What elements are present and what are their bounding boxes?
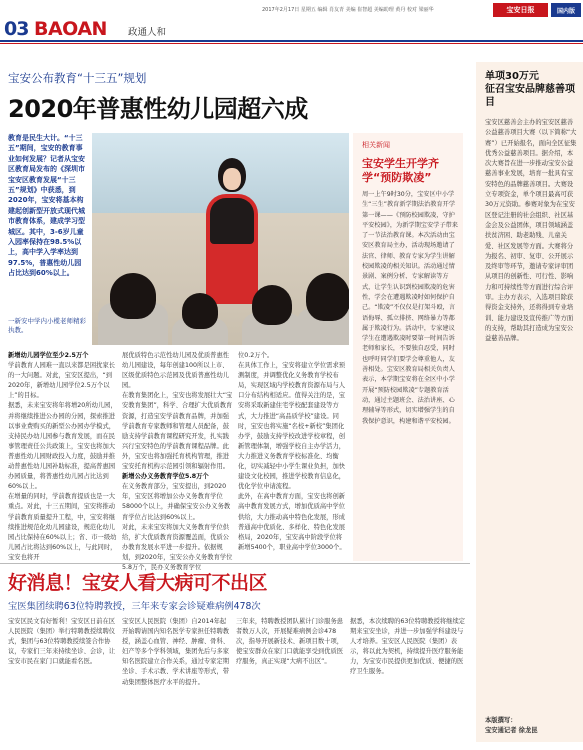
paragraph: 学前教育人园难一直以来都是困扰家长的一大问题。对此，宝安区提出，“到2020年，新增幼儿园学位2.5万个以上”的目标。 <box>8 362 116 400</box>
header-rule-accent <box>0 43 583 44</box>
related-news-tag: 相关新闻 <box>362 141 390 149</box>
paragraph: 据悉，未来宝安将年将增20所幼儿园，并将继续推进公办园的分园，探索推进以事业费购买的新型公办园办学模式，支持民办幼儿园参与教育发展，而在民事管理责任公共政策上，宝安也将加大普惠性幼儿园财政投入力度，鼓励并推动普惠性幼儿园补助标准，提高普惠园办园质量，将普惠性幼儿园占比达到60%以上。 <box>8 402 117 491</box>
second-headline: 好消息！宝安人看大病可不出区 <box>8 572 268 594</box>
paragraph: 展优质特色示范性幼儿园及优质普惠性幼儿园建设，每年创建100所以上市、区级优质特色示范园及优质普惠性幼儿园。 <box>122 352 230 390</box>
classroom-photo <box>92 133 349 345</box>
second-column-2: 宝安区人民医院（集团）自2014年起开始聘请国内知名医学专家担任特聘教授，涵盖心血管、神经、肿瘤、骨科、妇产等多个学科领域，集团先后与多家知名医院建立合作关系，通过专家定期坐诊、手术示教、学术讲座等形式，带动集团整体医疗水平的提升。 <box>122 618 230 686</box>
paragraph: 在增量的同时，学前教育提质也是一大重点。对此，十三五期间，宝安将推动学前教育质量提升工程，中，宝安将继续推进规范化幼儿园建设，规范化幼儿园占比保持在60%以上；省、市一级幼儿园占比将达到60%以上，与此同时，宝安也将开 <box>8 493 117 561</box>
lead-summary: 教育是民生大计。“十三五”期间，宝安的教育事业如何发展？记者从宝安区教育局发布的《深圳市宝安区教育发展“十三五”规划》中获悉，到2020年，宝安将基本构建起创新型开放式现代城市教育体系，建成学习型城区。其中，3-6岁儿童入园率保持在98.5%以上，高中学入学率达到97.5%，普惠性幼儿园占比达到60%以上。 <box>8 134 85 278</box>
section-name: 政通人和 <box>128 27 167 38</box>
teacher-figure <box>200 158 262 308</box>
article-column-3 <box>238 351 348 553</box>
right-sidebar-title: 单项30万元 征召宝安品牌慈善项目 <box>485 71 575 108</box>
paragraph: 在具体工作上，宝安将建立学位需求预测制度，并调整优化义务教育学校布局，实现区域内学校教育资源布局与人口分布结构相适应。值得关注的是，宝安将采取新建住宅学校配套建设等方式，大力推进“高品质学校”建设。同时，宝安也将实施“名校+新校”集团化办学，鼓励支持学校改进学校章程，创新管理体制，增强学校自主办学活力，大力推进义务教育学校标准化、均衡化，切实减轻中小学生课业负担，加快建设文化校园，推进学校教育信息化，优化学位申请流程。 <box>238 362 346 491</box>
byline: 本版撰写： 宝安通记者 徐龙昆 <box>485 717 538 734</box>
student-head <box>182 293 218 329</box>
related-news-title: 宝安学生开学齐学“预防欺凌” <box>362 157 439 184</box>
subheading: 新增公办义务教育学位5.8万个 <box>122 473 209 481</box>
photo-caption: 一新安中学内小榄老师精彩执教。 <box>8 317 86 334</box>
right-sidebar-body: 宝安区慈善会主办的宝安区慈善公益慈善项目大赛（以下简称“大赛”）已开始报名，面向全区征集优秀公益慈善项目。据介绍，本次大赛旨在进一步推动宝安公益慈善事业发展，培育一批具有宝安特色的品牌慈善项目。大赛设立专项资金，单个项目最高可获30万元资助。参赛对象为在宝安区登记注册的社会组织、社区基金会及公益团体，项目领域涵盖扶贫济困、助老助残、儿童关爱、社区发展等方面。大赛将分为报名、初审、复审、公开展示及终审等环节，邀请专家评审团从项目的创新性、可行性、影响力和可持续性等方面进行综合评审。主办方表示，入选项目除获得资金支持外，还将得到专业培训、能力建设及宣传推广等方面的支持，帮助其打造成为宝安公益慈善品牌。 <box>485 119 577 343</box>
related-news-body: 周一上午9时30分，宝安区中小学生“三生”教育新学期法治教育开学第一课——《预防校园欺凌，守护平安校园》，为新学期宝安学子带来了一节法治教育课。本次活动由宝安区教育局主办，活动现场邀请了法官、律师、教育专家为学生讲解校园欺凌的相关知识。活动通过情景剧、案例分析、专家解读等方式，让学生认识到校园欺凌的危害性，学会在遭遇欺凌时如何保护自己。“欺凌”不仅仅是打架斗殴，言语侮辱、孤立排挤、网络暴力等都属于欺凌行为。活动中，专家建议学生在遭遇欺凌时要第一时间告诉老师和家长，不要独自忍受，同时也呼吁同学们要学会尊重他人，友善相处。宝安区教育局相关负责人表示，本学期宝安将在全区中小学开展“预防校园欺凌”专题教育活动，通过主题班会、法治讲座、心理辅导等形式，切实增强学生的自我保护意识，构建和谐平安校园。 <box>362 191 458 425</box>
article-column-1 <box>8 351 118 563</box>
subheading: 新增幼儿园学位至少2.5万个 <box>8 352 89 359</box>
edition-logo: 国内版 <box>551 3 581 17</box>
student-head <box>252 285 292 325</box>
page-number: 03 <box>4 18 29 40</box>
lead-headline: 2020年普惠性幼儿园超六成 <box>8 95 308 123</box>
second-deck: 宝医集团续聘63位特聘教授，三年来专家会诊疑难病例478次 <box>8 601 261 612</box>
paragraph: 位0.2万个。 <box>238 352 274 359</box>
story-divider <box>0 563 470 564</box>
newspaper-logo: 宝安日报 <box>493 3 548 17</box>
student-head <box>110 273 156 319</box>
masthead <box>0 0 583 38</box>
second-column-1: 宝安区民文有好暂利！宝安区日前在区人民医院（集团）举行特聘教授续聘仪式，集团与63位特聘教授续签合作协议，专家们三年来持续坐诊、会诊，让宝安市民在家门口就能看名医。 <box>8 618 116 666</box>
brand-name: BAOAN <box>34 18 107 40</box>
second-column-3: 三年来，特聘教授团队累计门诊服务患者数万人次，开展疑难病例会诊478次，指导开展新技术、新项目数十项，使宝安群众在家门口就能享受到优质医疗服务，真正实现“大病不出区”。 <box>236 618 344 666</box>
lead-kicker: 宝安公布教育“十三五”规划 <box>8 71 147 85</box>
second-column-4: 据悉，本次续聘的63位特聘教授将继续定期来宝安坐诊，并进一步加强学科建设与人才培养。宝安区人民医院（集团）表示，将以此为契机，持续提升医疗服务能力，为宝安市民提供更加优质、便捷的医疗卫生服务。 <box>350 618 466 676</box>
header-rule <box>0 40 583 42</box>
paragraph: 在义务教育部分，宝安提出，到2020年，宝安区将增加公办义务教育学位58000个以上，并确保宝安公办义务教育学位占比达到60%以上。 <box>122 483 231 521</box>
paragraph: 对此，未来宝安将加大义务教育学位供给，扩大优质教育资源覆盖面，优质公办教育发展水平进一步提升。依据规划，到2020年，宝安公办义务教育学位5.8万个，民办义务教育学位 <box>122 523 233 571</box>
paragraph: 在教育集团化上，宝安也将发展壮大“宝安教育集团”，科学、合理扩大优质教育资源，打造宝安学前教育品牌，并加强学前教育专家教师和管理人员配备，鼓励支持学前教育课程研究开发，扎实践兴行宝安特色的学前教育课程品牌。此外，宝安也将加强托育机构管理，推进宝安托育机构示范园引领和辐射作用。 <box>122 392 233 471</box>
article-column-2 <box>122 351 234 573</box>
student-head <box>306 273 349 321</box>
issue-info: 2017年2月17日 星期五 编辑 肖友青 美编 崔智超 美编助理 黄丹 校对 梁丽华 <box>262 7 434 13</box>
paragraph: 此外，在高中教育方面，宝安也将创新高中教育发展方式，增加优质高中学位供给，大力推动高中特色化发展，形成普通高中优质化、多样化、特色化发展格局，2020年，宝安高中阶段学位将新增5400个，职业高中学位3000个。 <box>238 493 346 551</box>
